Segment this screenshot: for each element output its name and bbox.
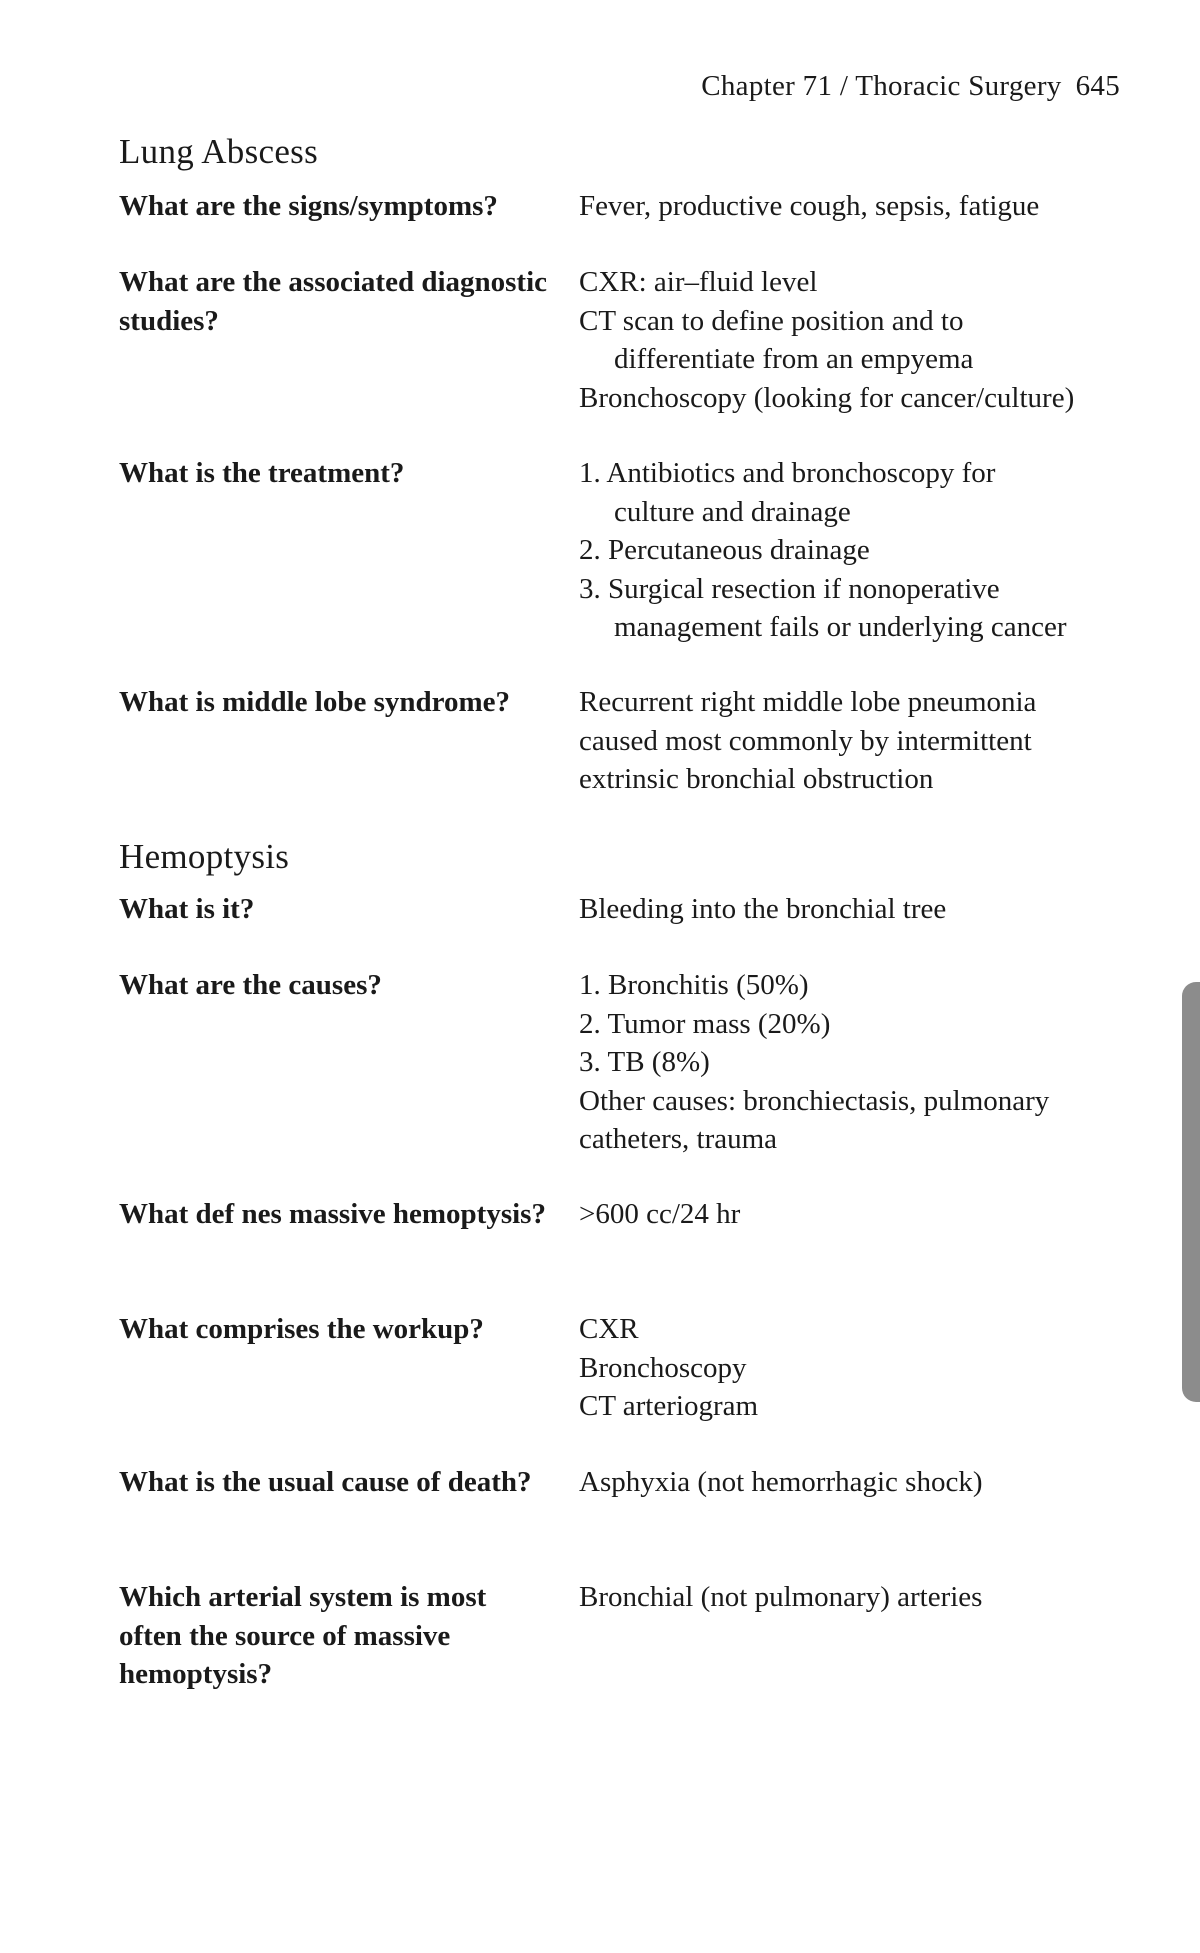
qa-item (119, 1463, 1120, 1502)
answer (579, 966, 1120, 1159)
answer (579, 263, 1120, 417)
question: What def nes massive hemoptysis? (119, 1198, 546, 1230)
answer-line: CXR (579, 1313, 639, 1345)
answer-line: CT scan to define position and to (579, 304, 964, 337)
answer-line: Bronchoscopy (looking for cancer/culture) (579, 381, 1075, 414)
question: What are the signs/symptoms? (119, 190, 498, 222)
qa-item (119, 187, 1120, 226)
qa-item (119, 454, 1120, 647)
answer-line: differentiate from an empyema (614, 343, 974, 375)
answer-line: Other causes: bronchiectasis, pulmonary (579, 1084, 1050, 1117)
answer-line: 2. Percutaneous drainage (579, 534, 870, 566)
question: What is middle lobe syndrome? (119, 686, 511, 718)
answer-line: caused most commonly by intermittent (579, 724, 1032, 757)
qa-item (119, 683, 1120, 799)
answer-line: 2. Tumor mass (20%) (579, 1007, 831, 1040)
qa-item (119, 1578, 1120, 1694)
answer-line: culture and drainage (614, 495, 851, 528)
question: What comprises the workup? (119, 1313, 484, 1345)
answer-line: extrinsic bronchial obstruction (579, 763, 934, 795)
answer (579, 454, 1120, 647)
question: What is the usual cause of death? (119, 1466, 532, 1498)
answer-line: 1. Antibiotics and bronchoscopy for (579, 457, 996, 489)
qa-item (119, 263, 1120, 417)
answer-line: 3. TB (8%) (579, 1046, 710, 1078)
qa-item (119, 1310, 1120, 1426)
question: What is the treatment? (119, 457, 405, 489)
qa-item (119, 966, 1120, 1159)
answer (579, 1463, 1120, 1502)
answer (579, 1195, 1120, 1234)
qa-item (119, 1195, 1120, 1234)
answer-line: Bronchial (not pulmonary) arteries (579, 1581, 983, 1613)
chapter-thumb-tab (1182, 982, 1200, 1402)
answer (579, 890, 1120, 929)
question: What are the associated diagnostic studies? (119, 266, 548, 337)
page-number: 645 (1075, 70, 1120, 102)
page-header (701, 70, 1120, 103)
answer (579, 683, 1120, 799)
answer-line: CXR: air–fluid level (579, 266, 818, 298)
answer-line: >600 cc/24 hr (579, 1198, 741, 1230)
answer-line: Bleeding into the bronchial tree (579, 893, 947, 925)
section-title-lung-abscess: Lung Abscess (119, 132, 319, 171)
answer-line: management fails or underlying cancer (614, 611, 1067, 643)
answer (579, 1578, 1120, 1694)
answer-line: Fever, productive cough, sepsis, fatigue (579, 190, 1040, 222)
answer (579, 1310, 1120, 1426)
answer-line: Recurrent right middle lobe pneumonia (579, 686, 1037, 718)
answer (579, 187, 1120, 226)
qa-item (119, 890, 1120, 929)
answer-line: 1. Bronchitis (50%) (579, 969, 809, 1001)
question: Which arterial system is most often the source of massive hemoptysis? (119, 1581, 487, 1690)
answer-line: CT arteriogram (579, 1390, 759, 1422)
answer-line: Asphyxia (not hemorrhagic shock) (579, 1466, 983, 1498)
question: What are the causes? (119, 969, 382, 1001)
answer-line: catheters, trauma (579, 1123, 778, 1155)
question: What is it? (119, 893, 255, 925)
answer-line: 3. Surgical resection if nonoperative (579, 572, 1000, 605)
answer-line: Bronchoscopy (579, 1351, 747, 1384)
section-title-hemoptysis: Hemoptysis (119, 837, 290, 876)
running-head: Chapter 71 / Thoracic Surgery (701, 70, 1062, 102)
